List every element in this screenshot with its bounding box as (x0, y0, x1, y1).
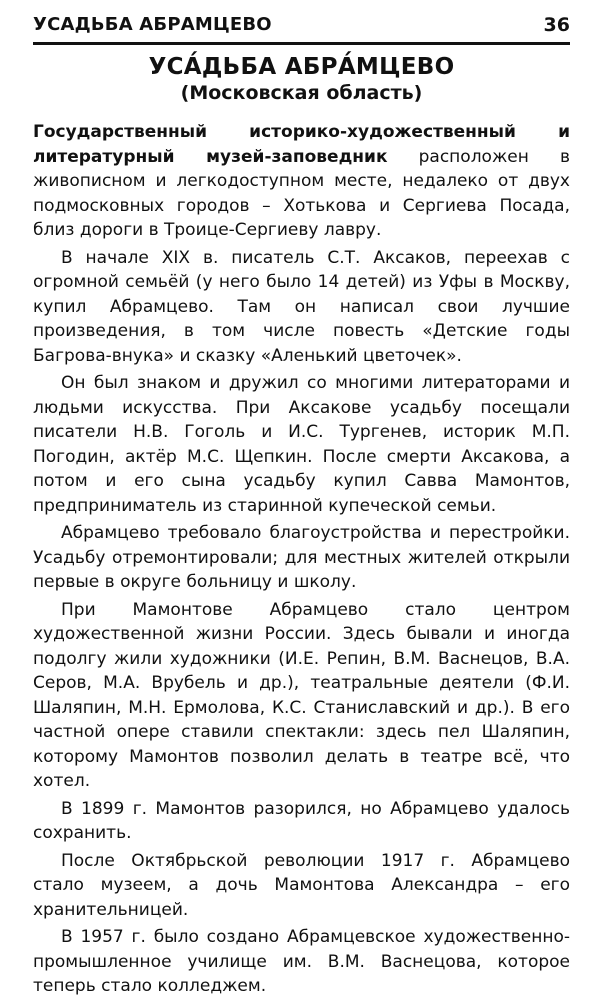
article-heading (33, 54, 570, 106)
page-number: 36 (543, 14, 570, 36)
paragraph: Абрамцево требовало благоустройства и перестройки. Усадьбу отремонтировали; для местных жителей открыли первые в округе больницу и школу. (33, 523, 570, 592)
paragraph: После Октябрьской революции 1917 г. Абрамцево стало музеем, а дочь Мамонтова Александра – его хранительницей. (33, 850, 570, 920)
paragraph: В 1899 г. Мамонтов разорился, но Абрамцево удалось сохранить. (33, 798, 570, 843)
running-header (33, 14, 570, 45)
paragraph: В 1957 г. было создано Абрамцевское художественно-промышленное училище им. В.М. Васнецова, которое теперь стало колледжем. (33, 927, 570, 996)
paragraph: Он был знаком и дружил со многими литераторами и людьми искусства. При Аксакове усадьбу посещали писатели Н.В. Гоголь и И.С. Тургенев, историк М.П. Погодин, актёр М.С. Щепкин. После смерти Аксакова, а потом и его сына усадьбу купил Савва Мамонтов, предприниматель из старинной купеческой семьи. (33, 373, 570, 516)
paragraph: В начале XIX в. писатель С.Т. Аксаков, переехав с огромной семьёй (у него было 14 детей) из Уфы в Москву, купил Абрамцево. Там он написал свои лучшие произведения, в том числе повесть «Детские годы Багрова-внука» и сказку «Аленький цветочек». (33, 247, 570, 366)
running-title: УСАДЬБА АБРАМЦЕВО (33, 14, 272, 35)
article-body (33, 120, 570, 1002)
article-subtitle: (Московская область) (180, 82, 423, 104)
paragraph-intro (33, 120, 570, 243)
intro-text: расположен в живописном и легкодоступном месте, недалеко от двух подмосковных городов – Хотькова и Сергиева Посада, близ дороги в Троице-Сергиеву лавру. (33, 146, 570, 240)
paragraph: При Мамонтове Абрамцево стало центром художественной жизни России. Здесь бывали и иногда подолгу жили художники (И.Е. Репин, В.М. Васнецов, В.А. Серов, М.А. Врубель и др.), театральные деятели (Ф.И. Шаляпин, М.Н. Ермолова, К.С. Станиславский и др.). В его частной опере ставили спектакли: здесь пел Шаляпин, которому Мамонтов позволил делать в театре всё, что хотел. (33, 599, 570, 791)
article-title: УСА́ДЬБА АБРА́МЦЕВО (148, 54, 455, 80)
museum-name-bold: Государственный историко-художественный и литературный музей-заповедник (33, 122, 570, 167)
